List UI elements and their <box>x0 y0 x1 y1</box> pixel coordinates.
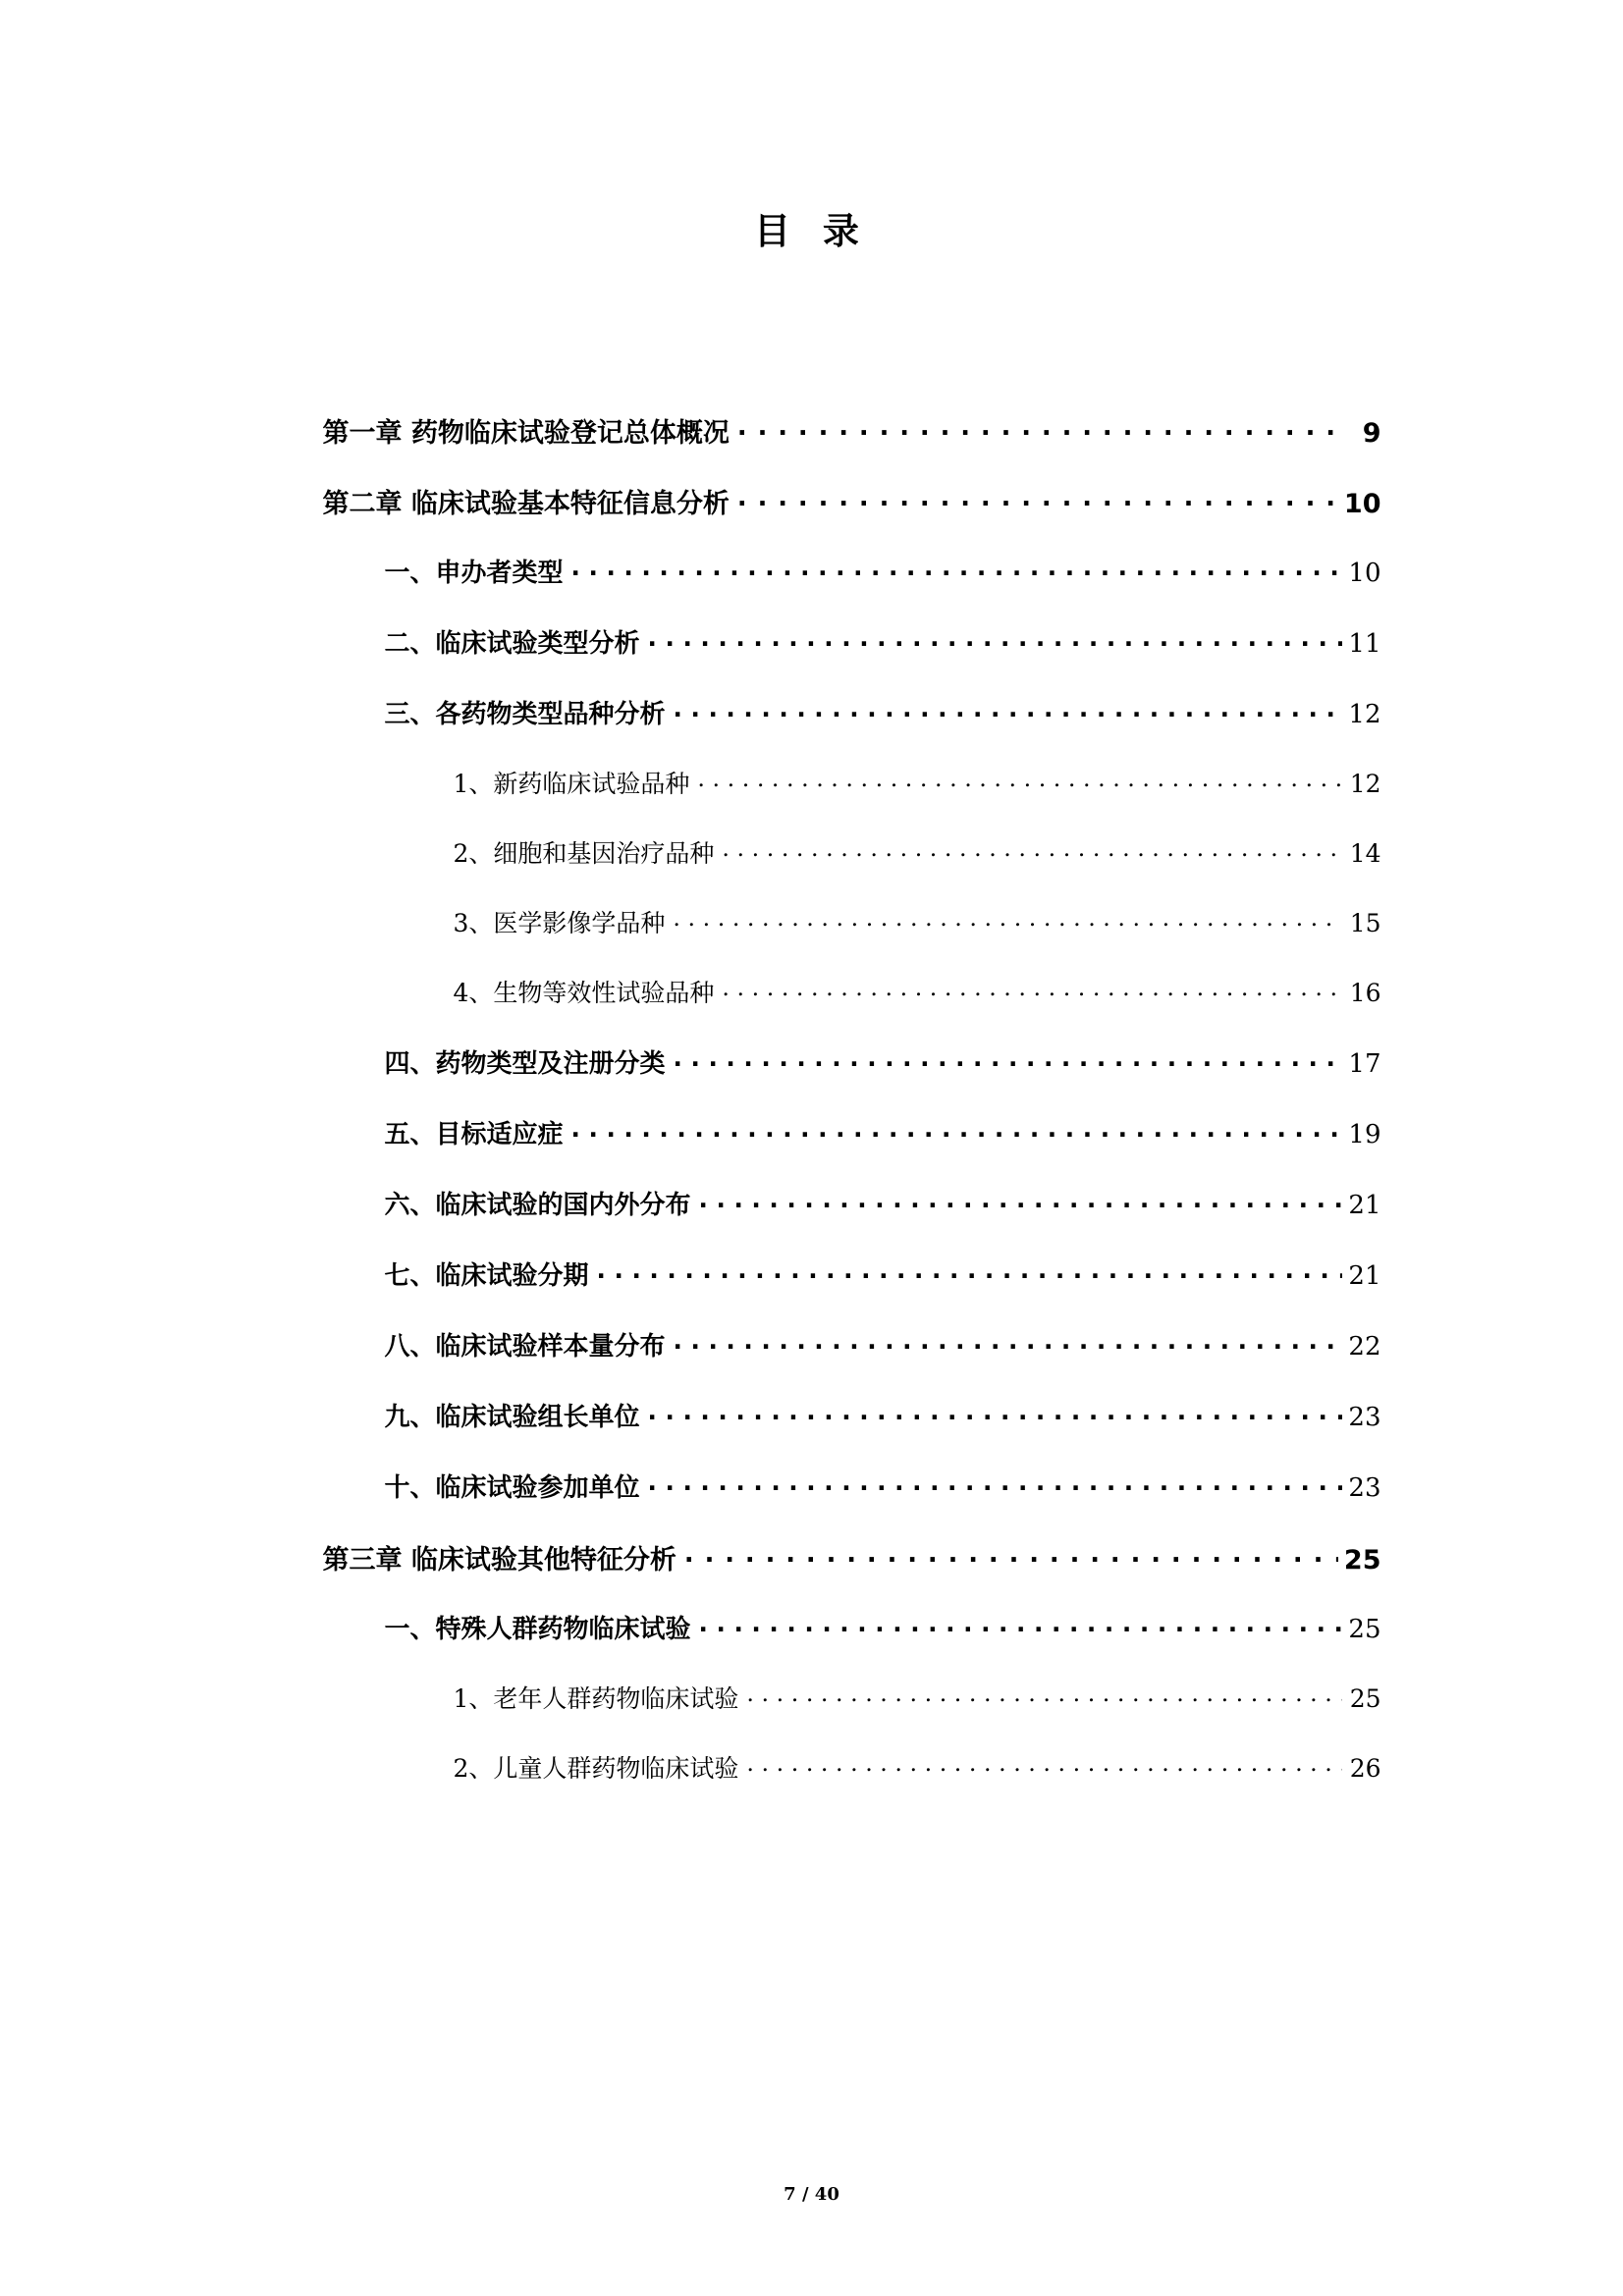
toc-entry[interactable] <box>454 904 1381 939</box>
toc-entry-page: 11 <box>1348 629 1381 659</box>
toc-entry[interactable] <box>385 553 1381 589</box>
toc-entry-label: 4、生物等效性试验品种 <box>453 979 715 1007</box>
toc-entry-page: 17 <box>1348 1049 1381 1079</box>
toc-entry[interactable] <box>454 765 1381 800</box>
toc-entry-label: 六、临床试验的国内外分布 <box>384 1191 691 1220</box>
toc-entry-page: 25 <box>1349 1684 1381 1713</box>
page-footer: 7 / 40 <box>784 2184 839 2205</box>
toc-entry-label: 二、临床试验类型分析 <box>384 629 640 659</box>
toc-leader-dots <box>722 837 1341 862</box>
toc-entry[interactable] <box>385 1326 1381 1362</box>
toc-entry-page: 25 <box>1343 1545 1381 1575</box>
toc-entry-page: 14 <box>1349 839 1381 868</box>
toc-leader-dots <box>648 1470 1342 1496</box>
toc-leader-dots <box>746 1752 1341 1777</box>
toc-entry[interactable] <box>385 1114 1381 1150</box>
toc-entry-label: 七、临床试验分期 <box>384 1261 589 1291</box>
toc-leader-dots <box>674 697 1342 722</box>
toc-entry[interactable] <box>323 411 1381 450</box>
toc-entry-label: 3、医学影像学品种 <box>453 909 666 937</box>
toc-leader-dots <box>746 1682 1341 1707</box>
toc-entry[interactable] <box>385 1043 1381 1080</box>
toc-entry-page: 21 <box>1348 1261 1381 1291</box>
toc-entry[interactable] <box>385 1468 1381 1504</box>
toc-leader-dots <box>648 626 1342 652</box>
toc-entry-label: 2、儿童人群药物临床试验 <box>453 1754 739 1783</box>
toc-entry-label: 第二章 临床试验基本特征信息分析 <box>322 489 730 519</box>
toc-entry-label: 一、申办者类型 <box>384 559 564 588</box>
toc-entry-page: 25 <box>1348 1615 1381 1644</box>
toc-leader-dots <box>699 1612 1342 1637</box>
toc-entry-page: 10 <box>1343 489 1381 519</box>
toc-entry[interactable] <box>385 1397 1381 1433</box>
toc-leader-dots <box>673 907 1341 932</box>
toc-entry[interactable] <box>454 974 1381 1009</box>
toc-entry-page: 12 <box>1349 770 1381 798</box>
toc-entry[interactable] <box>454 834 1381 870</box>
toc-entry[interactable] <box>385 1609 1381 1645</box>
toc-leader-dots <box>737 415 1342 442</box>
toc-entry-page: 10 <box>1348 559 1381 588</box>
toc-leader-dots <box>722 977 1341 1001</box>
toc-leader-dots <box>648 1400 1342 1425</box>
toc-entry-label: 2、细胞和基因治疗品种 <box>453 839 715 868</box>
page-title: 目 录 <box>754 209 869 252</box>
toc-entry-label: 1、新药临床试验品种 <box>453 770 690 798</box>
toc-entry[interactable] <box>454 1749 1381 1785</box>
toc-leader-dots <box>674 1329 1342 1355</box>
toc-leader-dots <box>684 1542 1338 1569</box>
toc-leader-dots <box>571 556 1342 581</box>
toc-entry-page: 15 <box>1349 909 1381 937</box>
toc-entry[interactable] <box>454 1680 1381 1715</box>
toc-entry-page: 19 <box>1348 1120 1381 1149</box>
toc-entry-label: 一、特殊人群药物临床试验 <box>384 1615 691 1644</box>
toc-entry[interactable] <box>323 1538 1381 1576</box>
toc-entry[interactable] <box>385 1185 1381 1221</box>
toc-entry[interactable] <box>385 694 1381 730</box>
toc-entry[interactable] <box>323 482 1381 520</box>
toc-leader-dots <box>699 1188 1342 1213</box>
toc-entry-page: 22 <box>1348 1332 1381 1362</box>
toc-entry-page: 16 <box>1349 979 1381 1007</box>
toc-leader-dots <box>697 768 1341 792</box>
toc-entry-label: 四、药物类型及注册分类 <box>384 1049 666 1079</box>
toc-entry-label: 第一章 药物临床试验登记总体概况 <box>322 418 730 449</box>
toc-leader-dots <box>737 486 1338 512</box>
toc-leader-dots <box>674 1046 1342 1072</box>
toc-entry-page: 12 <box>1348 700 1381 729</box>
toc-entry[interactable] <box>385 1255 1381 1292</box>
toc-entry-label: 九、临床试验组长单位 <box>384 1403 640 1432</box>
toc-entry-label: 八、临床试验样本量分布 <box>384 1332 666 1362</box>
toc-entry-label: 五、目标适应症 <box>384 1120 564 1149</box>
toc-leader-dots <box>597 1258 1342 1284</box>
toc-entry[interactable] <box>385 623 1381 660</box>
toc-entry-page: 26 <box>1349 1754 1381 1783</box>
toc-entry-page: 23 <box>1348 1473 1381 1503</box>
table-of-contents <box>243 254 1381 1785</box>
toc-entry-page: 21 <box>1348 1191 1381 1220</box>
toc-entry-label: 三、各药物类型品种分析 <box>384 700 666 729</box>
toc-entry-label: 十、临床试验参加单位 <box>384 1473 640 1503</box>
toc-entry-label: 第三章 临床试验其他特征分析 <box>322 1545 676 1575</box>
toc-entry-page: 23 <box>1348 1403 1381 1432</box>
toc-entry-page: 9 <box>1362 418 1381 449</box>
toc-leader-dots <box>571 1117 1342 1143</box>
toc-entry-label: 1、老年人群药物临床试验 <box>453 1684 739 1713</box>
